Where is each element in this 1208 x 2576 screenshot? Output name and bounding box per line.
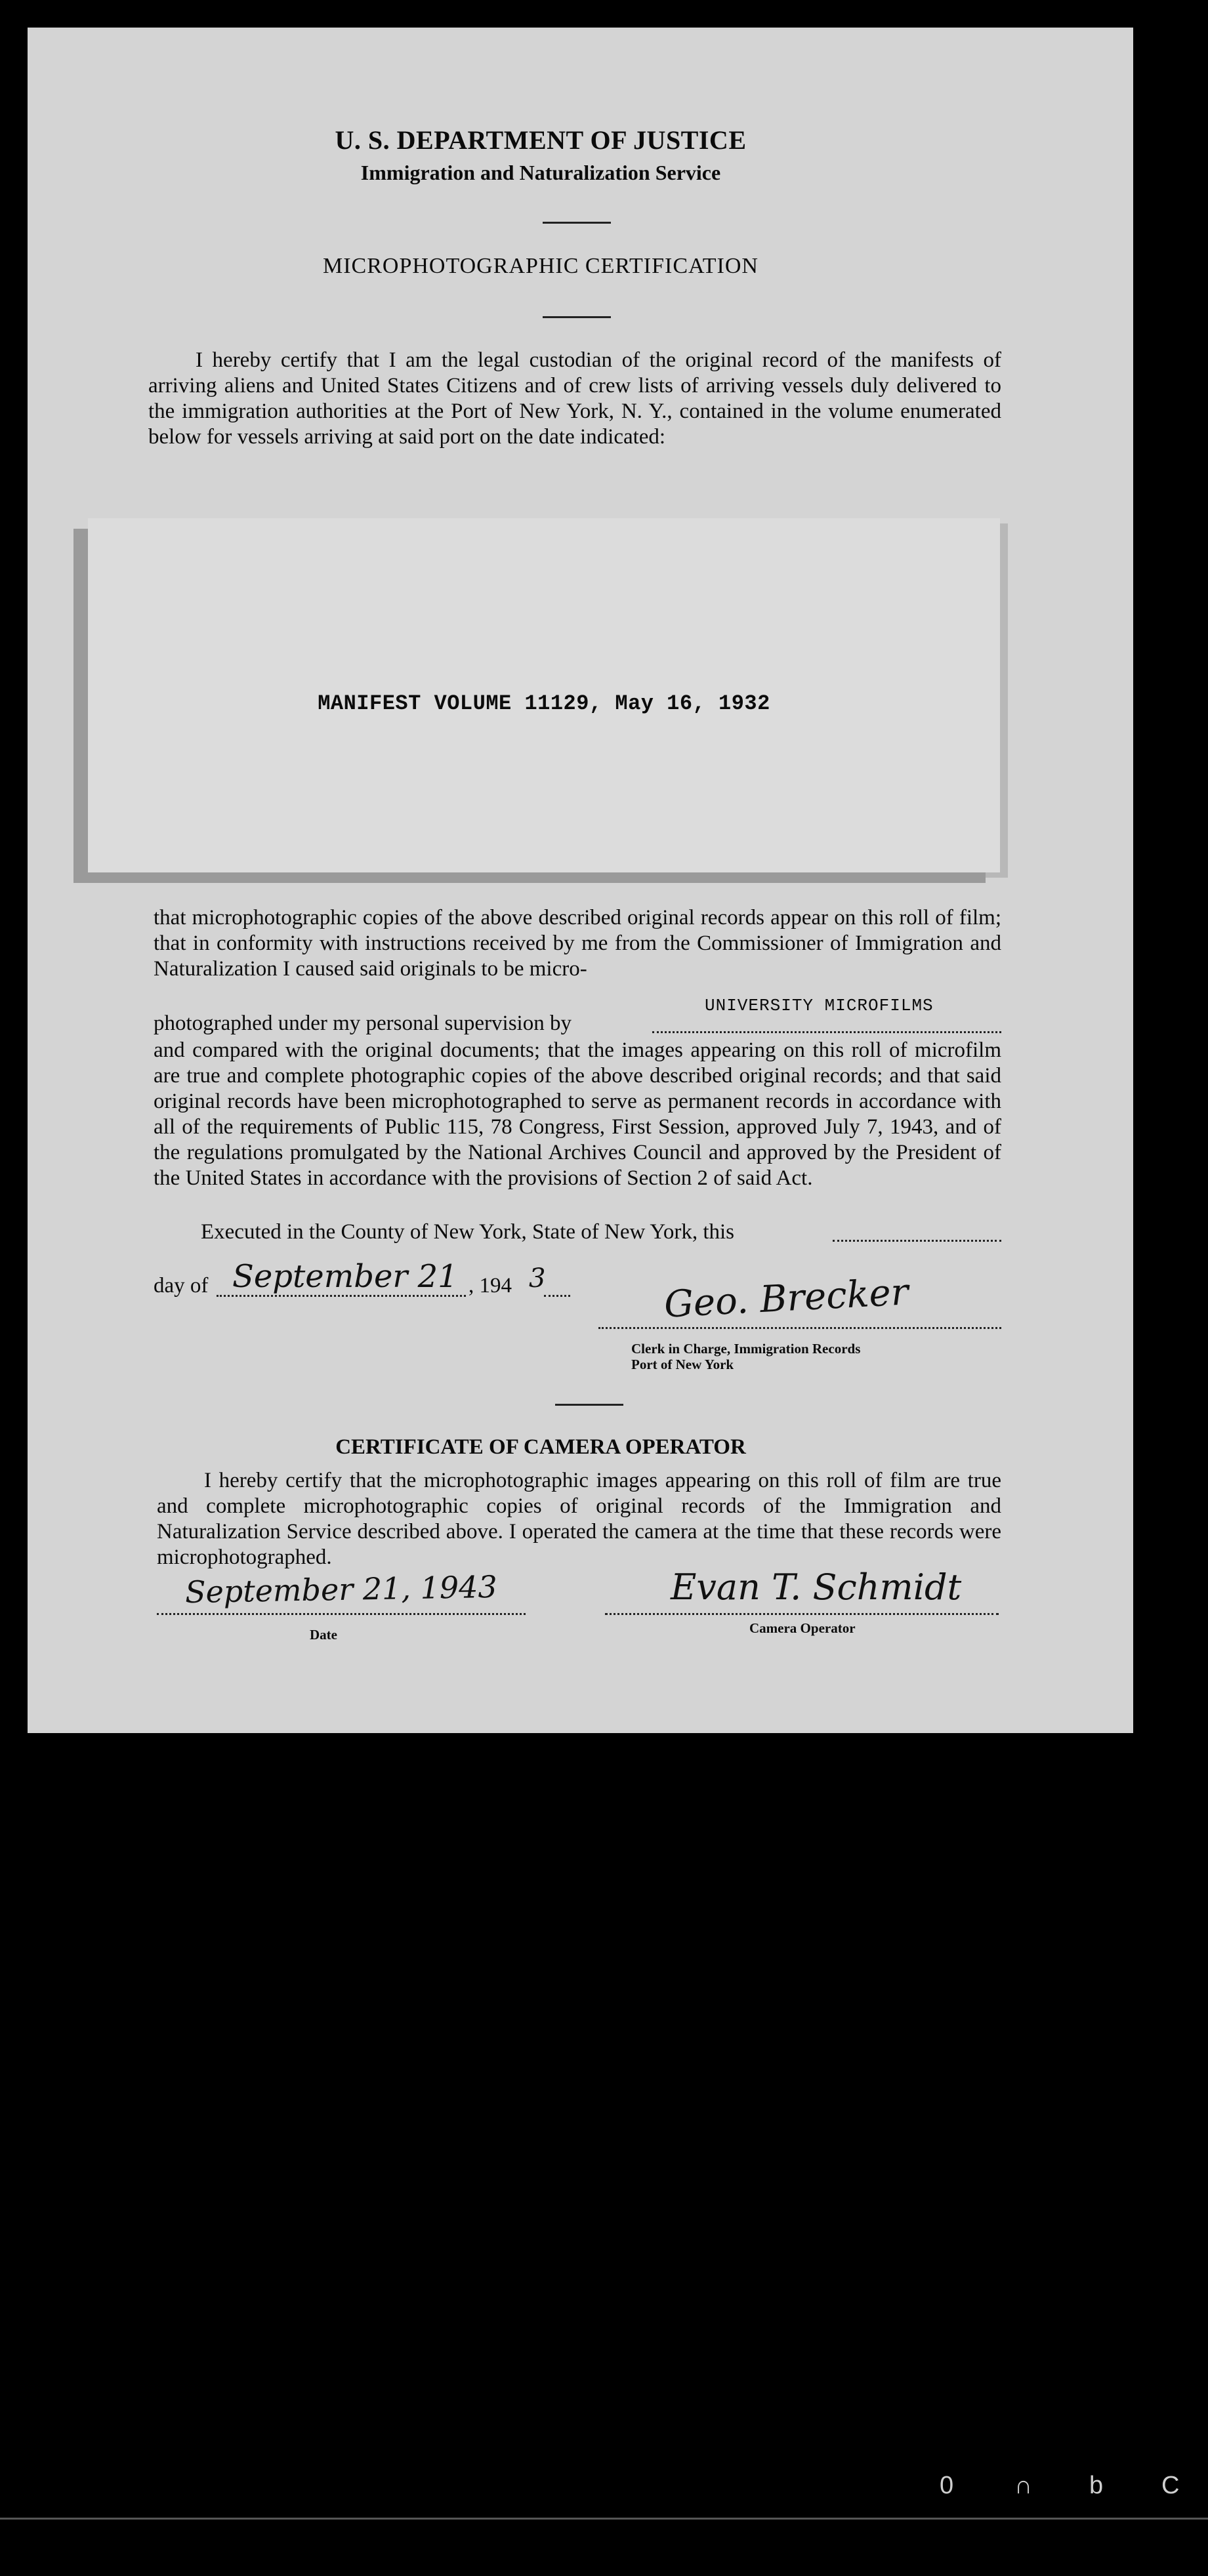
volume-slip — [88, 518, 1000, 872]
photographed-by-label: photographed under my personal supervision by — [154, 1012, 572, 1035]
body-paragraph-2: and compared with the original documents; that the images appearing on this roll of microfilm are true and complete photographic copies of the above described original records; and that said original records have been microphotographed to serve as permanent records in accordance with all of the requirements of Public 115, 78 Congress, First Session, approved July 7, 1943, and of the regulations promulgated by the National Archives Council and approved by the President of the United States in accordance with the provisions of Section 2 of said Act. — [154, 1038, 1001, 1190]
bottom-mark: ∩ — [1014, 2472, 1033, 2499]
photographed-by-line — [154, 996, 1001, 1038]
clerk-title-line-2: Port of New York — [631, 1357, 734, 1372]
clerk-title — [631, 1341, 999, 1372]
camera-operator-label: Camera Operator — [749, 1620, 856, 1636]
clerk-signature: Geo. Brecker — [663, 1271, 909, 1326]
camera-paragraph: I hereby certify that the microphotographic images appearing on this roll of film are true and complete microphotographic copies of original records of the Immigration and Naturalization Service described above. I operated the camera at the time that these records were microphotographed. — [157, 1469, 1001, 1569]
volume-text: MANIFEST VOLUME 11129, May 16, 1932 — [318, 691, 770, 716]
camera-operator-signature: Evan T. Schmidt — [671, 1566, 962, 1608]
camera-operator-line — [605, 1612, 999, 1615]
service-subheading: Immigration and Naturalization Service — [360, 161, 721, 184]
bottom-mark: C — [1161, 2472, 1180, 2499]
dotted-line — [544, 1295, 570, 1297]
department-heading: U. S. DEPARTMENT OF JUSTICE — [335, 125, 747, 155]
microfilm-company: UNIVERSITY MICROFILMS — [705, 996, 934, 1015]
bottom-mark: b — [1089, 2472, 1104, 2499]
executed-line — [154, 1220, 1001, 1246]
document-title: MICROPHOTOGRAPHIC CERTIFICATION — [322, 254, 759, 278]
dotted-line — [652, 1031, 1001, 1033]
certification-sheet — [28, 28, 1133, 1733]
bottom-mark: 0 — [940, 2472, 954, 2499]
year-handwritten: 3 — [529, 1263, 546, 1294]
day-of-label: day of — [154, 1274, 209, 1298]
executed-text: Executed in the County of New York, State of New York, this — [201, 1220, 735, 1244]
day-of-line — [154, 1258, 573, 1307]
divider — [543, 316, 611, 318]
clerk-signature-line — [598, 1326, 1001, 1329]
camera-date-label: Date — [310, 1627, 337, 1643]
camera-heading: CERTIFICATE OF CAMERA OPERATOR — [335, 1435, 746, 1459]
film-edge-line — [0, 2518, 1208, 2520]
divider — [543, 222, 611, 224]
divider — [555, 1404, 623, 1406]
dotted-line — [217, 1295, 466, 1297]
handwritten-date: September 21 — [232, 1258, 458, 1295]
dotted-line — [833, 1240, 1001, 1242]
camera-date-line — [157, 1612, 526, 1615]
body-paragraph-1: that microphotographic copies of the above described original records appear on this roll of film; that in conformity with instructions received by me from the Commissioner of Immigration and Naturalization I caused said originals to be micro- — [154, 906, 1001, 981]
intro-paragraph: I hereby certify that I am the legal custodian of the original record of the manifests of arriving aliens and United States Citizens and of crew lists of arriving vessels duly delivered to the immigration authorities at the Port of New York, N. Y., contained in the volume enumerated below for vessels arriving at said port on the date indicated: — [148, 348, 1001, 449]
year-prefix: , 194 — [469, 1274, 512, 1298]
camera-date-handwritten: September 21, 1943 — [184, 1568, 498, 1610]
clerk-title-line-1: Clerk in Charge, Immigration Records — [631, 1341, 861, 1357]
